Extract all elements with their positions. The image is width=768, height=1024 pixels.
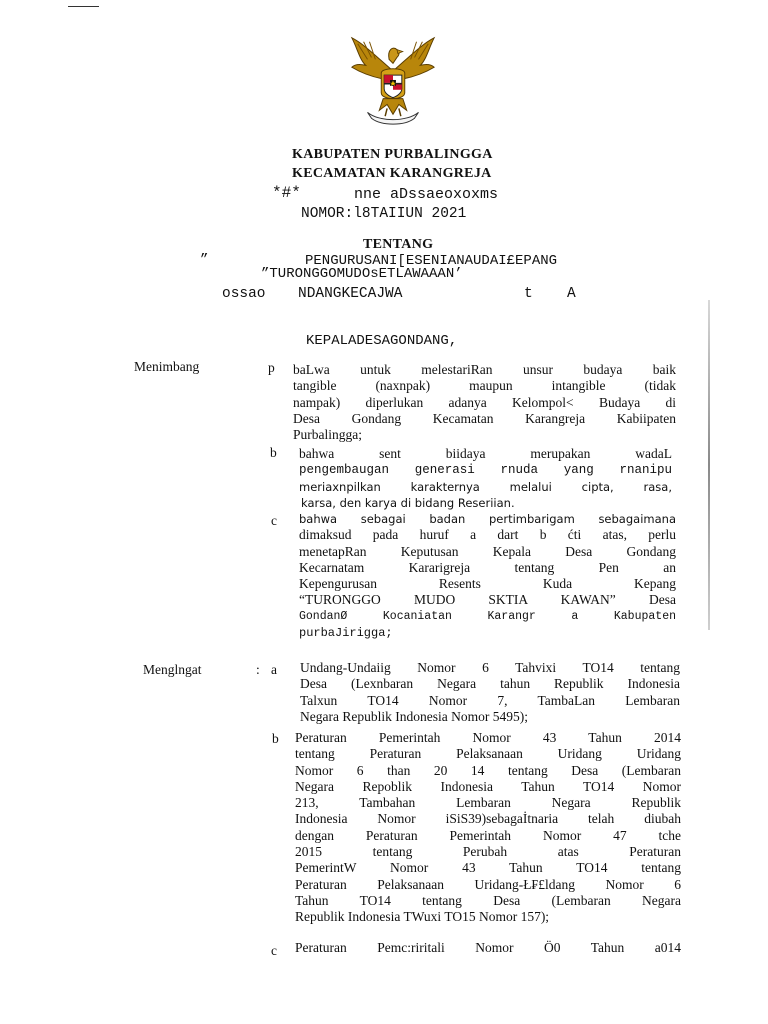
text-line: Kecarnatam Kararigreja tentang Pen an <box>299 559 676 575</box>
page-edge-shadow <box>708 300 710 630</box>
text-line: nampak) diperlukan adanya Kelompol< Budaya di <box>293 394 676 410</box>
kepala-desa-heading: KEPALADESAGONDANG, <box>306 333 458 349</box>
menimbang-label: Menimbang <box>134 359 200 374</box>
text-line: tentang Peraturan Pelaksanaan Uridang Uridang <box>295 746 681 762</box>
garuda-emblem-icon <box>344 30 442 128</box>
text-line: Tahun TO14 tentang Desa (Lembaran Negara <box>295 892 681 908</box>
text-line: Negara Republik Indonesia Nomor 5495); <box>300 708 528 724</box>
mengingat-item-b <box>295 730 681 926</box>
subject-line-1: PENGURUSANI[ESENIANAUDAI£EPANG <box>305 253 558 269</box>
text-line: Peraturan Pemerintah Nomor 43 Tahun 2014 <box>295 730 681 745</box>
mengingat-marker-c: c <box>271 943 277 958</box>
text-line: 213, Tambahan Lembaran Negara Republik <box>295 795 681 811</box>
district-heading: KECAMATAN KARANGREJA <box>292 166 492 181</box>
text-line: “TURONGGO MUDO SKTIA KAWAN” Desa <box>299 592 676 608</box>
mengingat-label: Menglngat <box>143 662 202 677</box>
mengingat-marker-a: a <box>271 662 277 677</box>
tentang-heading: TENTANG <box>363 237 434 252</box>
text-line: karsa, den karya di bidang Reseriian. <box>301 495 515 510</box>
text-line: Talxun TO14 Nomor 7, TambaLan Lembaran <box>300 692 680 708</box>
text-line: Desa (Lexnbaran Negara tahun Republik Indonesia <box>300 676 680 692</box>
mengingat-item-c <box>295 940 681 956</box>
regency-heading: KABUPATEN PURBALINGGA <box>292 147 493 162</box>
text-line: Desa Gondang Kecamatan Karangreja Kabiipaten <box>293 410 676 426</box>
text-line: Undang-Undaiig Nomor 6 Tahvixi TO14 tentang <box>300 660 680 675</box>
text-line: Kepengurusan Resents Kuda Kepang <box>299 576 676 592</box>
text-line: Peraturan Pemc:riritali Nomor Ö0 Tahun a014 <box>295 940 681 955</box>
text-line: meriaxnpilkan karakternya melalui cipta, rasa, <box>299 479 672 494</box>
subject-line-3-t: t <box>524 286 533 302</box>
mengingat-colon: : <box>256 662 260 677</box>
garbled-prefix: *#* <box>272 184 301 202</box>
text-line: bahwa sebagai badan pertimbarigam sebagaimana <box>299 512 676 526</box>
menimbang-marker-c: c <box>271 513 277 528</box>
text-line: Indonesia Nomor iSiS39)sebagaİtnaria telah diubah <box>295 811 681 827</box>
text-line: baLwa untuk melestariRan unsur budaya baik <box>293 362 676 377</box>
text-line: purbaJirigga; <box>299 626 393 641</box>
decree-number: NOMOR:l8TAIIUN 2021 <box>301 206 467 222</box>
subject-line-3-left: ossao <box>222 286 266 302</box>
subject-line-2: ”TURONGGOMUDOsETLAWAAAN’ <box>261 266 463 282</box>
subject-line-3-a: A <box>567 286 576 302</box>
text-line: GondanØ Kocaniatan Karangr a Kabupaten <box>299 609 676 623</box>
text-line: menetapRan Keputusan Kepala Desa Gondang <box>299 543 676 559</box>
menimbang-marker-b: b <box>270 445 277 460</box>
text-line: dimaksud pada huruf a dart b ćti atas, perlu <box>299 527 676 543</box>
menimbang-item-b <box>299 446 672 511</box>
quote-mark: ” <box>200 252 209 268</box>
text-line: Purbalingga; <box>293 427 362 443</box>
text-line: Republik Indonesia TWuxi TO15 Nomor 157); <box>295 909 550 925</box>
garbled-heading-line: nne aDssaeoxoxms <box>354 186 499 203</box>
text-line: bahwa sent biidaya merupakan wadaL <box>299 446 672 461</box>
corner-rule <box>68 6 99 7</box>
menimbang-item-c <box>299 511 676 641</box>
mengingat-marker-b: b <box>272 731 279 746</box>
menimbang-marker-a: p <box>268 360 275 375</box>
text-line: tangible (naxnpak) maupun intangible (tidak <box>293 378 676 394</box>
text-line: Peraturan Pelaksanaan Uridang-Ł₣£ldang Nomor 6 <box>295 876 681 892</box>
text-line: PemerintW Nomor 43 Tahun TO14 tentang <box>295 860 681 876</box>
menimbang-item-a <box>293 362 676 443</box>
text-line: 2015 tentang Perubah atas Peraturan <box>295 844 681 860</box>
text-line: Negara Repoblik Indonesia Tahun TO14 Nomor <box>295 778 681 794</box>
text-line: dengan Peraturan Pemerintah Nomor 47 tche <box>295 827 681 843</box>
subject-line-3-mid: NDANGKECAJWA <box>298 286 403 302</box>
text-line: Nomor 6 than 20 14 tentang Desa (Lembaran <box>295 762 681 778</box>
mengingat-item-a <box>300 660 680 725</box>
text-line: pengembaugan generasi rnuda yang rnanipu <box>299 463 672 478</box>
